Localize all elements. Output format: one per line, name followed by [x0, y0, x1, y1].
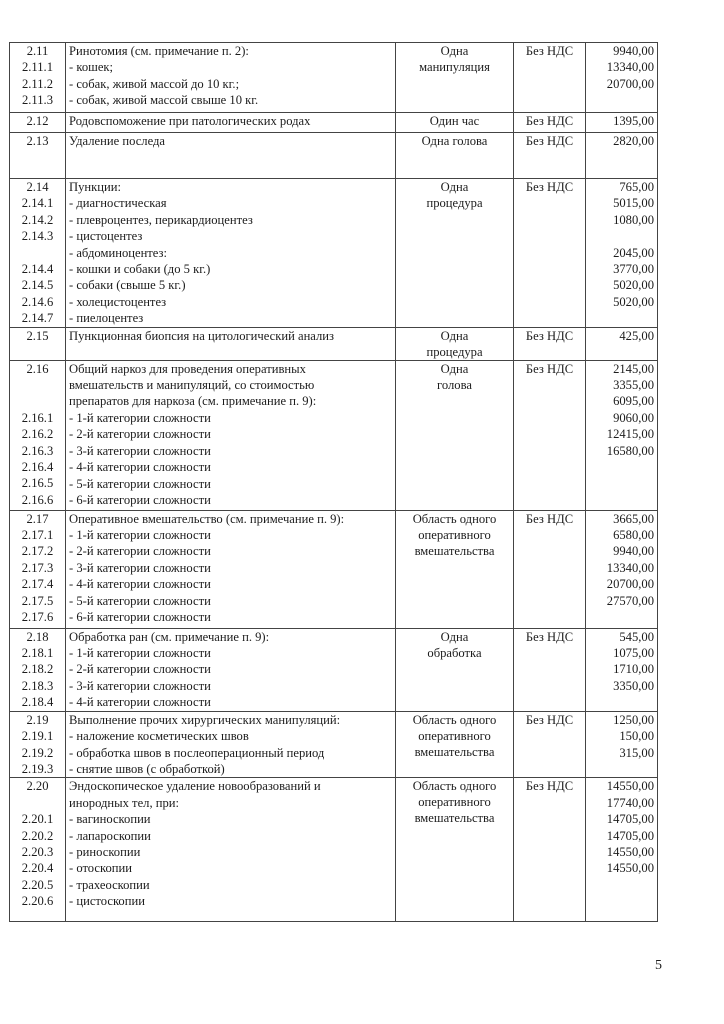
item-number-line: 2.20.2: [21, 828, 54, 843]
item-number-line: 2.17.6: [21, 610, 54, 625]
unit-of-service-cell: [396, 133, 514, 179]
item-number-line: 2.14.5: [21, 278, 54, 293]
vat-text: Без НДС: [525, 180, 574, 194]
service-description-line: - пиелоцентез: [69, 311, 144, 326]
unit-of-service-cell: [396, 43, 514, 113]
service-description-line: Удаление последа: [69, 134, 165, 148]
price-line: 6095,00: [613, 394, 654, 409]
item-number-line: 2.18.3: [21, 678, 54, 693]
price-line: 14705,00: [606, 828, 654, 843]
service-description-line: - 4-й категории сложности: [69, 577, 211, 592]
page-number: 5: [655, 958, 662, 973]
item-number-line: 2.11.1: [21, 60, 54, 75]
item-number-line: 2.13: [26, 134, 49, 148]
item-number-cell: [10, 133, 66, 179]
service-description-line: - трахеоскопии: [69, 877, 150, 892]
price-line: 3355,00: [613, 378, 654, 393]
item-number-line: 2.20.4: [21, 861, 54, 876]
item-number-cell: [10, 179, 66, 328]
price-cell: [586, 510, 658, 628]
unit-of-service-cell: [396, 360, 514, 510]
service-description-line: - снятие швов (с обработкой): [69, 761, 225, 776]
item-number-line: 2.17: [26, 511, 49, 526]
price-line: 3350,00: [613, 678, 654, 693]
item-number-line: 2.18.2: [21, 662, 54, 677]
item-number-line: 2.17.5: [21, 593, 54, 608]
unit-of-service-line: вмешательства: [414, 811, 495, 826]
service-description-line: - собаки (свыше 5 кг.): [69, 278, 186, 293]
price-line: 2045,00: [613, 245, 654, 260]
price-line: 150,00: [619, 729, 654, 744]
item-number-cell: [10, 628, 66, 711]
service-description-cell: [66, 711, 396, 778]
unit-of-service-line: Одна: [440, 328, 469, 343]
service-description-line: - 4-й категории сложности: [69, 695, 211, 710]
service-description-line: - риноскопии: [69, 844, 141, 859]
item-number-line: 2.14.6: [21, 294, 54, 309]
vat-text: Без НДС: [525, 114, 574, 128]
vat-text: Без НДС: [525, 361, 574, 376]
vat-text: Без НДС: [525, 779, 574, 794]
price-line: 1080,00: [613, 212, 654, 227]
price-line: 20700,00: [606, 577, 654, 592]
price-line: 1395,00: [613, 114, 654, 128]
unit-of-service-line: Один час: [429, 114, 480, 128]
price-line: 16580,00: [606, 443, 654, 458]
price-row: [10, 133, 658, 179]
item-number-line: 2.17.2: [21, 544, 54, 559]
item-number-line: 2.16.2: [21, 427, 54, 442]
service-description-line: - 2-й категории сложности: [69, 427, 211, 442]
vat-cell: [514, 510, 586, 628]
service-description-line: - кошек;: [69, 60, 114, 75]
price-row: [10, 327, 658, 360]
price-line: 14550,00: [606, 844, 654, 859]
vat-text: Без НДС: [525, 134, 574, 148]
item-number-line: 2.11: [26, 44, 49, 58]
service-description-line: - 1-й категории сложности: [69, 528, 211, 543]
item-number-line: 2.14.7: [21, 311, 54, 326]
service-description-line: - отоскопии: [69, 861, 133, 876]
unit-of-service-line: оперативного: [418, 728, 491, 743]
service-description-line: Выполнение прочих хирургических манипуляций:: [69, 712, 341, 727]
price-line: 2820,00: [613, 134, 654, 148]
service-description-line: Ринотомия (см. примечание п. 2):: [69, 44, 249, 58]
service-description-line: - цистоцентез: [69, 229, 143, 244]
item-number-line: 2.17.3: [21, 560, 54, 575]
service-description-line: Общий наркоз для проведения оперативных: [69, 361, 306, 376]
service-description-line: - лапароскопии: [69, 828, 151, 843]
unit-of-service-line: обработка: [427, 645, 482, 660]
service-description-line: - 3-й категории сложности: [69, 560, 211, 575]
unit-of-service-cell: [396, 778, 514, 922]
item-number-line: 2.16: [26, 361, 49, 376]
unit-of-service-line: Область одного: [412, 511, 497, 526]
item-number-line: 2.12: [26, 114, 49, 128]
price-list-table: [9, 42, 658, 922]
price-line: 1710,00: [613, 662, 654, 677]
item-number-line: 2.16.3: [21, 443, 54, 458]
price-line: 27570,00: [606, 593, 654, 608]
price-row: [10, 711, 658, 778]
service-description-line: вмешательств и манипуляций, со стоимостью: [69, 378, 315, 393]
price-row: [10, 510, 658, 628]
item-number-line: [13, 245, 62, 261]
vat-text: Без НДС: [525, 328, 574, 343]
service-description-cell: [66, 360, 396, 510]
item-number-cell: [10, 113, 66, 133]
price-line: 5020,00: [613, 278, 654, 293]
service-description-line: Родовспоможение при патологических родах: [69, 114, 311, 128]
price-list-body: [10, 43, 658, 922]
price-cell: [586, 327, 658, 360]
service-description-line: - 3-й категории сложности: [69, 443, 211, 458]
item-number-line: 2.15: [26, 328, 49, 343]
price-line: 3770,00: [613, 262, 654, 277]
price-cell: [586, 179, 658, 328]
service-description-line: - 5-й категории сложности: [69, 593, 211, 608]
price-line: 9060,00: [613, 410, 654, 425]
service-description-line: - 2-й категории сложности: [69, 662, 211, 677]
service-description-line: - 2-й категории сложности: [69, 544, 211, 559]
unit-of-service-cell: [396, 711, 514, 778]
price-cell: [586, 43, 658, 113]
vat-cell: [514, 628, 586, 711]
item-number-line: 2.20.1: [21, 812, 54, 827]
service-description-line: Эндоскопическое удаление новообразований и: [69, 779, 321, 794]
service-description-cell: [66, 179, 396, 328]
item-number-line: 2.19: [26, 712, 49, 727]
service-description-cell: [66, 628, 396, 711]
unit-of-service-line: Одна: [440, 629, 469, 644]
service-description-line: - абдоминоцентез:: [69, 245, 168, 260]
price-line: 12415,00: [606, 427, 654, 442]
item-number-line: 2.20.3: [21, 844, 54, 859]
service-description-line: - 5-й категории сложности: [69, 476, 211, 491]
unit-of-service-line: манипуляция: [419, 60, 490, 74]
service-description-line: - диагностическая: [69, 196, 167, 211]
item-number-line: [13, 393, 62, 409]
price-line: [589, 228, 654, 244]
price-line: 315,00: [619, 745, 654, 760]
price-row: [10, 628, 658, 711]
unit-of-service-line: Область одного: [412, 712, 497, 727]
item-number-line: 2.11.2: [21, 76, 54, 91]
price-line: 14705,00: [606, 812, 654, 827]
service-description-line: Пункционная биопсия на цитологический анализ: [69, 328, 335, 343]
service-description-line: - 6-й категории сложности: [69, 492, 211, 507]
unit-of-service-line: вмешательства: [414, 744, 495, 759]
unit-of-service-line: процедура: [426, 196, 483, 210]
price-cell: [586, 628, 658, 711]
item-number-line: 2.14: [26, 180, 49, 194]
price-line: 9940,00: [613, 544, 654, 559]
price-line: 765,00: [619, 180, 654, 194]
item-number-line: 2.16.1: [21, 410, 54, 425]
unit-of-service-cell: [396, 628, 514, 711]
price-row: [10, 113, 658, 133]
price-line: 14550,00: [606, 779, 654, 794]
vat-cell: [514, 327, 586, 360]
service-description-line: - 6-й категории сложности: [69, 610, 211, 625]
unit-of-service-cell: [396, 179, 514, 328]
price-cell: [586, 360, 658, 510]
vat-text: Без НДС: [525, 44, 574, 58]
unit-of-service-line: Область одного: [412, 779, 497, 794]
service-description-cell: [66, 113, 396, 133]
item-number-cell: [10, 510, 66, 628]
unit-of-service-line: голова: [437, 377, 472, 392]
price-cell: [586, 711, 658, 778]
service-description-line: - собак, живой массой свыше 10 кг.: [69, 93, 259, 108]
service-description-line: - кошки и собаки (до 5 кг.): [69, 262, 211, 277]
item-number-cell: [10, 360, 66, 510]
item-number-line: 2.18.4: [21, 695, 54, 710]
price-line: 545,00: [619, 629, 654, 644]
item-number-line: 2.14.2: [21, 212, 54, 227]
item-number-cell: [10, 711, 66, 778]
service-description-line: - собак, живой массой до 10 кг.;: [69, 76, 240, 91]
service-description-cell: [66, 510, 396, 628]
price-line: 14550,00: [606, 861, 654, 876]
price-line: 20700,00: [606, 76, 654, 91]
unit-of-service-line: Одна: [440, 44, 469, 58]
service-description-line: - цистоскопии: [69, 894, 145, 909]
item-number-line: 2.20: [26, 779, 49, 794]
unit-of-service-line: Одна: [440, 180, 469, 194]
price-line: 1250,00: [613, 712, 654, 727]
vat-cell: [514, 113, 586, 133]
item-number-line: 2.19.3: [21, 761, 54, 776]
service-description-line: - 3-й категории сложности: [69, 678, 211, 693]
item-number-line: 2.11.3: [21, 93, 54, 108]
price-line: 3665,00: [613, 511, 654, 526]
unit-of-service-line: процедура: [426, 344, 483, 359]
item-number-line: 2.16.4: [21, 460, 54, 475]
vat-cell: [514, 179, 586, 328]
price-cell: [586, 133, 658, 179]
unit-of-service-line: вмешательства: [414, 543, 495, 558]
price-line: 17740,00: [606, 795, 654, 810]
service-description-line: Обработка ран (см. примечание п. 9):: [69, 629, 270, 644]
item-number-line: [13, 795, 62, 811]
service-description-line: - 1-й категории сложности: [69, 410, 211, 425]
unit-of-service-line: оперативного: [418, 527, 491, 542]
item-number-line: 2.20.6: [21, 894, 54, 909]
service-description-line: Оперативное вмешательство (см. примечание п. 9):: [69, 511, 345, 526]
price-line: 2145,00: [613, 361, 654, 376]
service-description-line: - наложение косметических швов: [69, 729, 249, 744]
unit-of-service-line: Одна: [440, 361, 469, 376]
item-number-line: 2.17.4: [21, 577, 54, 592]
price-row: [10, 179, 658, 328]
service-description-cell: [66, 327, 396, 360]
service-description-line: - 4-й категории сложности: [69, 460, 211, 475]
price-line: 5015,00: [613, 196, 654, 211]
service-description-line: - холецистоцентез: [69, 294, 167, 309]
vat-text: Без НДС: [525, 511, 574, 526]
vat-cell: [514, 43, 586, 113]
item-number-line: 2.16.6: [21, 492, 54, 507]
item-number-line: 2.19.1: [21, 729, 54, 744]
unit-of-service-cell: [396, 327, 514, 360]
item-number-line: 2.19.2: [21, 745, 54, 760]
price-line: 6580,00: [613, 528, 654, 543]
item-number-line: 2.16.5: [21, 476, 54, 491]
item-number-cell: [10, 327, 66, 360]
item-number-line: [13, 377, 62, 393]
vat-text: Без НДС: [525, 712, 574, 727]
price-line: 13340,00: [606, 60, 654, 75]
price-line: 13340,00: [606, 560, 654, 575]
service-description-cell: [66, 43, 396, 113]
service-description-line: - плевроцентез, перикардиоцентез: [69, 212, 253, 227]
service-description-line: - 1-й категории сложности: [69, 646, 211, 661]
vat-cell: [514, 711, 586, 778]
item-number-line: 2.14.1: [21, 196, 54, 211]
unit-of-service-cell: [396, 510, 514, 628]
item-number-line: 2.17.1: [21, 528, 54, 543]
item-number-line: 2.18.1: [21, 646, 54, 661]
item-number-cell: [10, 43, 66, 113]
vat-cell: [514, 778, 586, 922]
price-row: [10, 778, 658, 922]
service-description-line: Пункции:: [69, 180, 121, 194]
item-number-line: 2.20.5: [21, 877, 54, 892]
unit-of-service-line: Одна голова: [421, 134, 488, 148]
price-line: 9940,00: [613, 44, 654, 58]
price-line: 425,00: [619, 328, 654, 343]
price-cell: [586, 113, 658, 133]
service-description-line: - вагиноскопии: [69, 812, 151, 827]
price-row: [10, 360, 658, 510]
item-number-cell: [10, 778, 66, 922]
service-description-cell: [66, 133, 396, 179]
service-description-cell: [66, 778, 396, 922]
service-description-line: инородных тел, при:: [69, 795, 180, 810]
price-line: 5020,00: [613, 294, 654, 309]
unit-of-service-line: оперативного: [418, 795, 491, 810]
price-cell: [586, 778, 658, 922]
service-description-line: препаратов для наркоза (см. примечание п. 9):: [69, 394, 317, 409]
item-number-line: 2.14.4: [21, 262, 54, 277]
service-description-line: - обработка швов в послеоперационный период: [69, 745, 325, 760]
price-line: 1075,00: [613, 646, 654, 661]
item-number-line: 2.18: [26, 629, 49, 644]
vat-text: Без НДС: [525, 629, 574, 644]
item-number-line: 2.14.3: [21, 229, 54, 244]
price-row: [10, 43, 658, 113]
vat-cell: [514, 360, 586, 510]
vat-cell: [514, 133, 586, 179]
unit-of-service-cell: [396, 113, 514, 133]
